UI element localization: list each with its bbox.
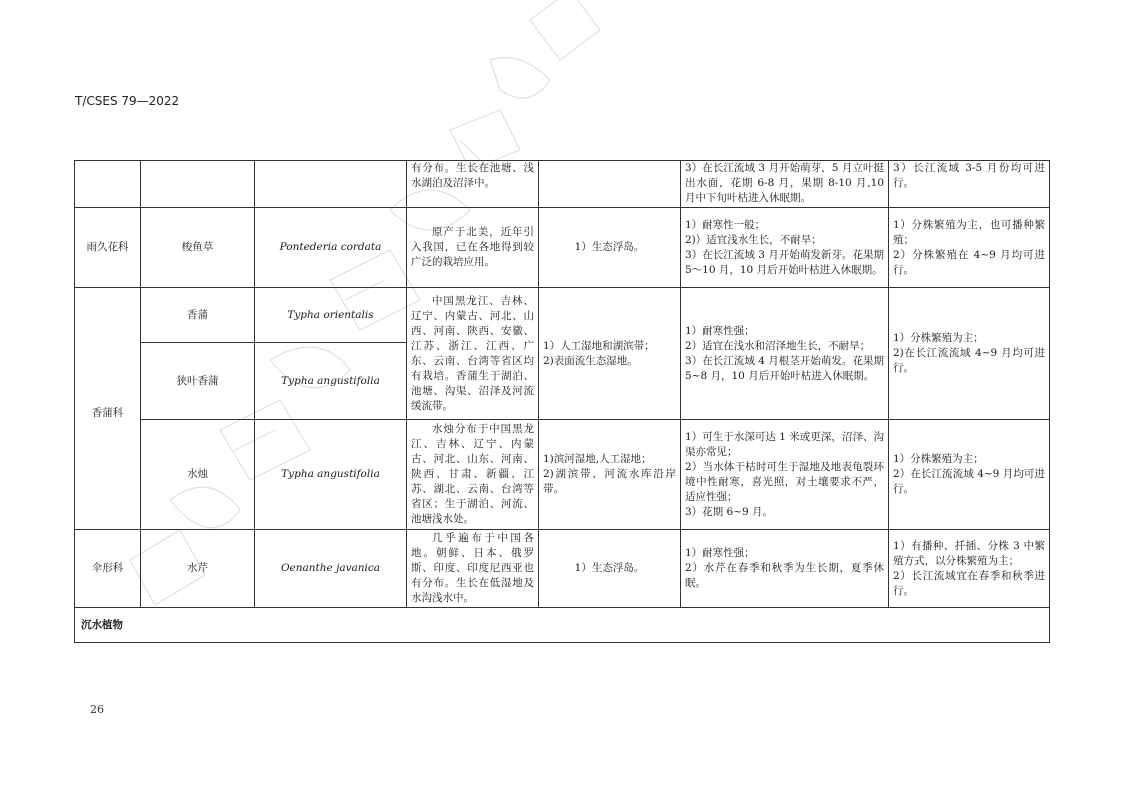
name-latin-cell [255, 161, 407, 208]
table-row [75, 161, 1050, 208]
trait-line: 3）在长江流域 4 月根茎开始萌发。花果期 5~8 月，10 月后开始叶枯进入休眠期。 [685, 354, 884, 382]
propagation-line: 2)在长江流流域 4~9 月均可进行。 [893, 347, 1045, 374]
plant-table [74, 160, 1050, 643]
distribution-cell [407, 420, 539, 530]
propagation-line: 2）在长江流流域 4~9 月均可进行。 [893, 468, 1045, 495]
traits-cell: 3）在长江流域 3 月开始萌芽，5 月立叶挺出水面，花期 6-8 月，果期 8-10 月,10 月中下旬叶枯进入休眠期。 [681, 161, 889, 208]
name-latin-cell: Typha angustifolia [255, 420, 407, 530]
family-cell: 伞形科 [75, 530, 141, 608]
trait-line: 2）适宜在浅水和沼泽地生长，不耐旱； [685, 339, 871, 352]
trait-line: 2)）适宜浅水生长，不耐旱； [685, 233, 822, 246]
family-cell: 香蒲科 [75, 288, 141, 530]
name-latin-cell: Oenanthe javanica [255, 530, 407, 608]
distribution-text: 原产于北美，近年引入我国，已在各地得到较广泛的栽培应用。 [411, 226, 534, 268]
table-row [75, 420, 1050, 530]
name-latin-cell: Typha orientalis [255, 288, 407, 343]
trait-line: 1）耐寒性一般； [685, 218, 766, 231]
name-latin-cell: Typha angustifolia [255, 343, 407, 420]
propagation-line: 2）长江流域宜在春季和秋季进行。 [893, 569, 1045, 597]
section-heading: 沉水植物 [75, 608, 1050, 643]
name-cn-cell: 狭叶香蒲 [141, 343, 255, 420]
traits-cell [681, 208, 889, 288]
propagation-cell [889, 288, 1050, 420]
trait-line: 3）在长江流域 3 月开始萌发新芽。花果期 5～10 月，10 月后开始叶枯进入休眠期。 [685, 248, 884, 276]
trait-line: 2）当水体干枯时可生于湿地及地表龟裂环境中性耐寒，喜光照，对土壤要求不严，适应性强； [685, 460, 884, 503]
distribution-text: 水烛分布于中国黑龙江、吉林、辽宁、内蒙古、河北、山东、河南、陕西、甘肃、新疆、江苏、湖北、云南、台湾等省区；生于湖泊、河流、池塘浅水处。 [411, 423, 534, 525]
table-row [75, 608, 1050, 643]
name-cn-cell: 水芹 [141, 530, 255, 608]
document-code: T/CSES 79—2022 [75, 94, 180, 108]
name-cn-cell: 香蒲 [141, 288, 255, 343]
name-cn-cell [141, 161, 255, 208]
use-line: 1）人工湿地和湖滨带； [543, 339, 655, 352]
propagation-line: 2）分株繁殖在 4~9 月均可进行。 [893, 248, 1045, 276]
use-cell [539, 161, 681, 208]
distribution-cell [407, 530, 539, 608]
propagation-cell [889, 208, 1050, 288]
distribution-cell [407, 208, 539, 288]
propagation-line: 1）分株繁殖为主； [893, 332, 984, 344]
propagation-line: 1）分株繁殖为主，也可播种繁殖； [893, 218, 1045, 246]
traits-cell [681, 288, 889, 420]
table-row [75, 208, 1050, 288]
trait-line: 1）耐寒性强； [685, 547, 755, 559]
name-cn-cell: 梭鱼草 [141, 208, 255, 288]
use-cell [539, 288, 681, 420]
propagation-line: 1）分株繁殖为主； [893, 453, 984, 465]
page-number: 26 [90, 703, 104, 716]
traits-cell [681, 420, 889, 530]
use-line: 1)滨河湿地,人工湿地； [543, 453, 652, 465]
distribution-cell [407, 288, 539, 420]
use-line: 2)湖滨带、河流水库沿岸带。 [543, 468, 676, 495]
distribution-text: 中国黑龙江、吉林、辽宁、内蒙古、河北、山西、河南、陕西、安徽、江苏、浙江、江西、广东、云南、台湾等省区均有栽培。香蒲生于湖泊、池塘、沟渠、沼泽及河流缓流带。 [411, 294, 534, 412]
traits-cell [681, 530, 889, 608]
use-cell: 1）生态浮岛。 [539, 208, 681, 288]
propagation-cell [889, 530, 1050, 608]
trait-line: 3）花期 6~9 月。 [685, 505, 774, 518]
use-cell: 1）生态浮岛。 [539, 530, 681, 608]
trait-line: 2）水芹在春季和秋季为生长期，夏季休眠。 [685, 562, 884, 589]
distribution-cell: 有分布。生长在池塘、浅水湖泊及沼泽中。 [407, 161, 539, 208]
trait-line: 1）可生于水深可达 1 米或更深，沼泽、沟渠亦常见； [685, 430, 884, 458]
use-line: 2)表面流生态湿地。 [543, 354, 638, 367]
trait-line: 1）耐寒性强； [685, 324, 755, 337]
propagation-cell [889, 420, 1050, 530]
table-row [75, 530, 1050, 608]
distribution-text: 几乎遍布于中国各地。朝鲜、日本、俄罗斯、印度、印度尼西亚也有分布。生长在低湿地及水沟浅水中。 [411, 532, 534, 604]
family-cell [75, 161, 141, 208]
name-cn-cell: 水烛 [141, 420, 255, 530]
table-row [75, 288, 1050, 343]
family-cell: 雨久花科 [75, 208, 141, 288]
propagation-cell: 3）长江流域 3-5 月份均可进行。 [889, 161, 1050, 208]
name-latin-cell: Pontederia cordata [255, 208, 407, 288]
use-cell [539, 420, 681, 530]
propagation-line: 1）有播种、扦插、分株 3 中繁殖方式，以分株繁殖为主； [893, 539, 1045, 567]
